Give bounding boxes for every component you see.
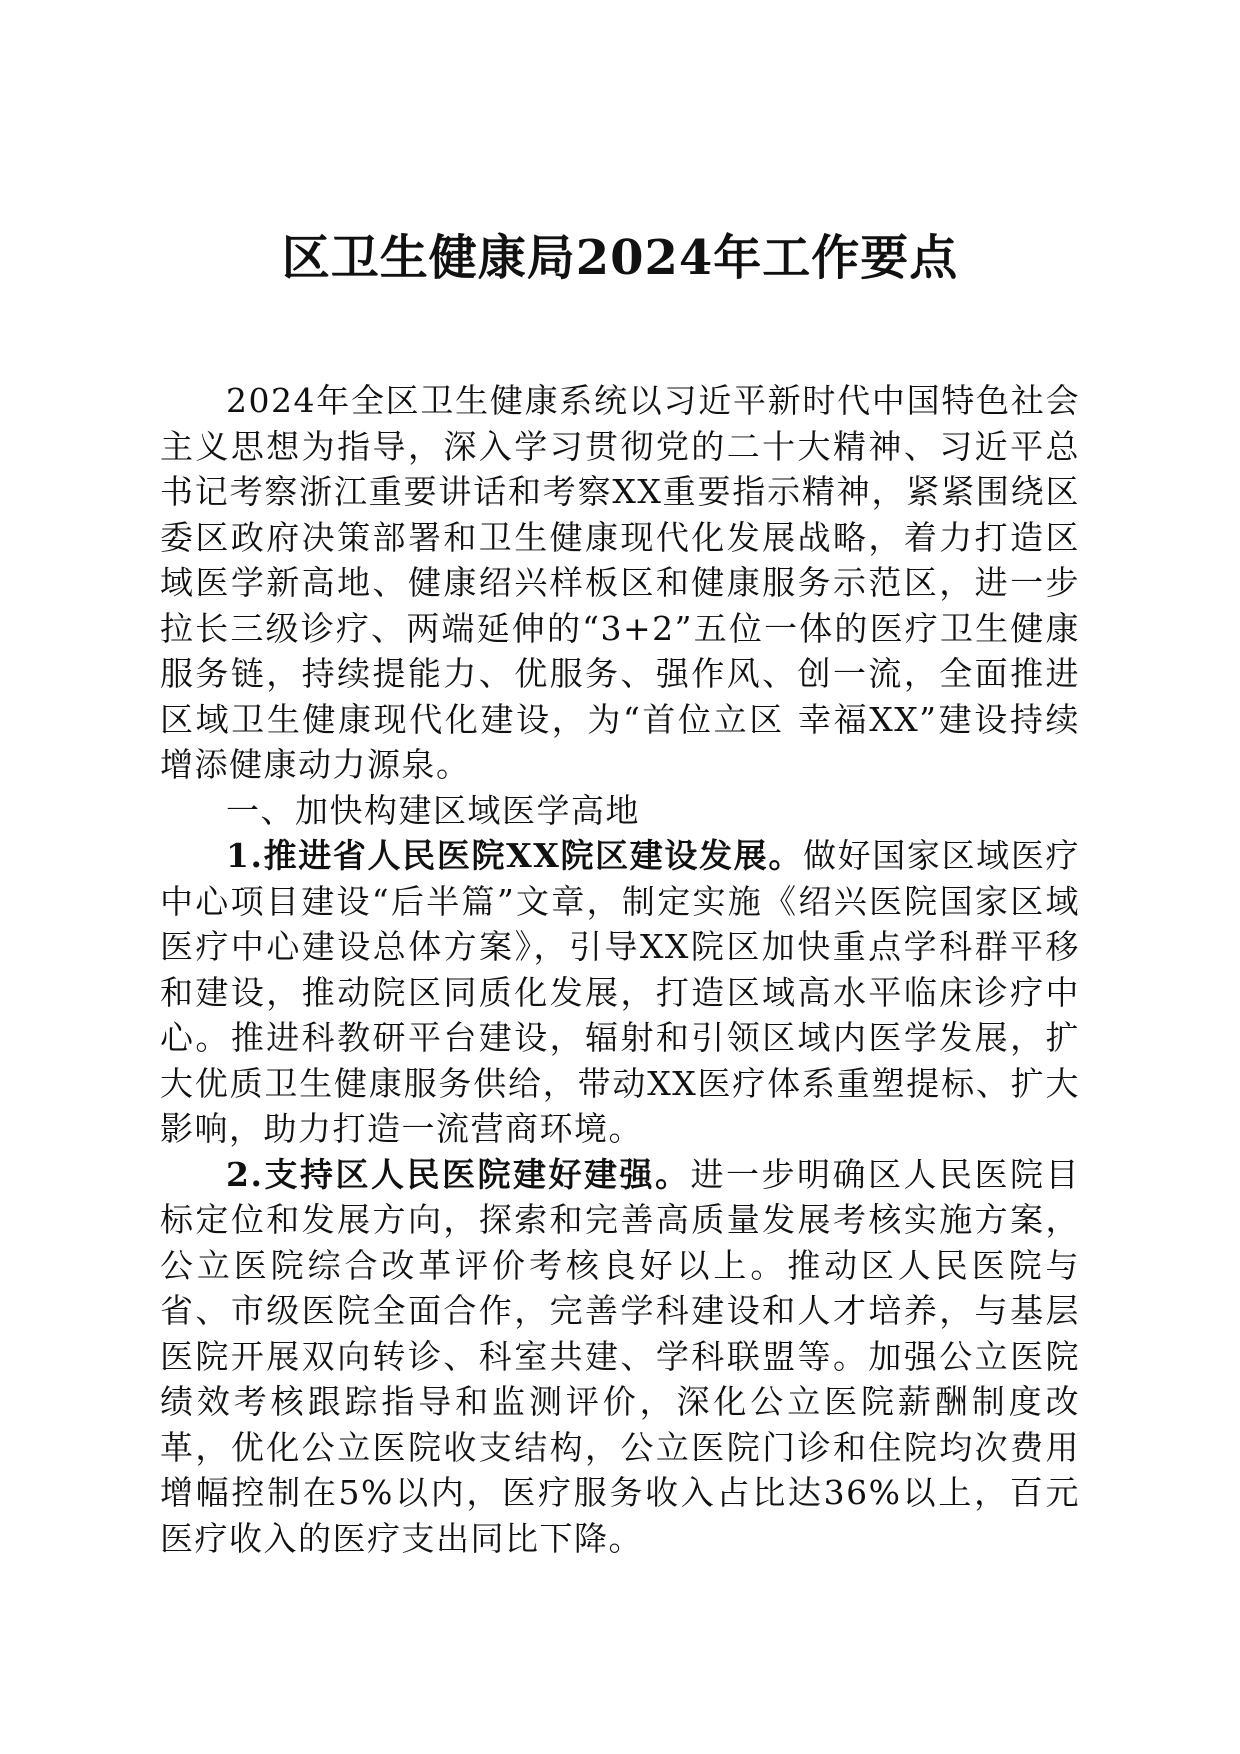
item-lead-2: 2.支持区人民医院建好建强。	[226, 1154, 691, 1194]
item-text-2: 进一步明确区人民医院目标定位和发展方向，探索和完善高质量发展考核实施方案，公立医院综合改革评价考核良好以上。推动区人民医院与省、市级医院全面合作，完善学科建设和人才培养，与基层医院开展双向转诊、科室共建、学科联盟等。加强公立医院绩效考核跟踪指导和监测评价，深化公立医院薪酬制度改革，优化公立医院收支结构，公立医院门诊和住院均次费用增幅控制在5%以内，医疗服务收入占比达36%以上，百元医疗收入的医疗支出同比下降。	[160, 1154, 1081, 1558]
item-lead-1: 1.推进省人民医院XX院区建设发展。	[226, 836, 803, 875]
item-paragraph-1	[160, 833, 1080, 1152]
item-text-1: 做好国家区域医疗中心项目建设“后半篇”文章，制定实施《绍兴医院国家区域医疗中心建设总体方案》，引导XX院区加快重点学科群平移和建设，推动院区同质化发展，打造区域高水平临床诊疗中心。推进科教研平台建设，辐射和引领区域内医学发展，扩大优质卫生健康服务供给，带动XX医疗体系重塑提标、扩大影响，助力打造一流营商环境。	[160, 836, 1080, 1148]
item-paragraph-2	[160, 1152, 1080, 1562]
document-title: 区卫生健康局2024年工作要点	[281, 230, 959, 286]
document-body	[160, 378, 1080, 1561]
intro-paragraph: 2024年全区卫生健康系统以习近平新时代中国特色社会主义思想为指导，深入学习贯彻党的二十大精神、习近平总书记考察浙江重要讲话和考察XX重要指示精神，紧紧围绕区委区政府决策部署和卫生健康现代化发展战略，着力打造区域医学新高地、健康绍兴样板区和健康服务示范区，进一步拉长三级诊疗、两端延伸的“3+2”五位一体的医疗卫生健康服务链，持续提能力、优服务、强作风、创一流，全面推进区域卫生健康现代化建设，为“首位立区 幸福XX”建设持续增添健康动力源泉。	[160, 381, 1080, 784]
section-heading: 一、加快构建区域医学高地	[226, 790, 640, 830]
